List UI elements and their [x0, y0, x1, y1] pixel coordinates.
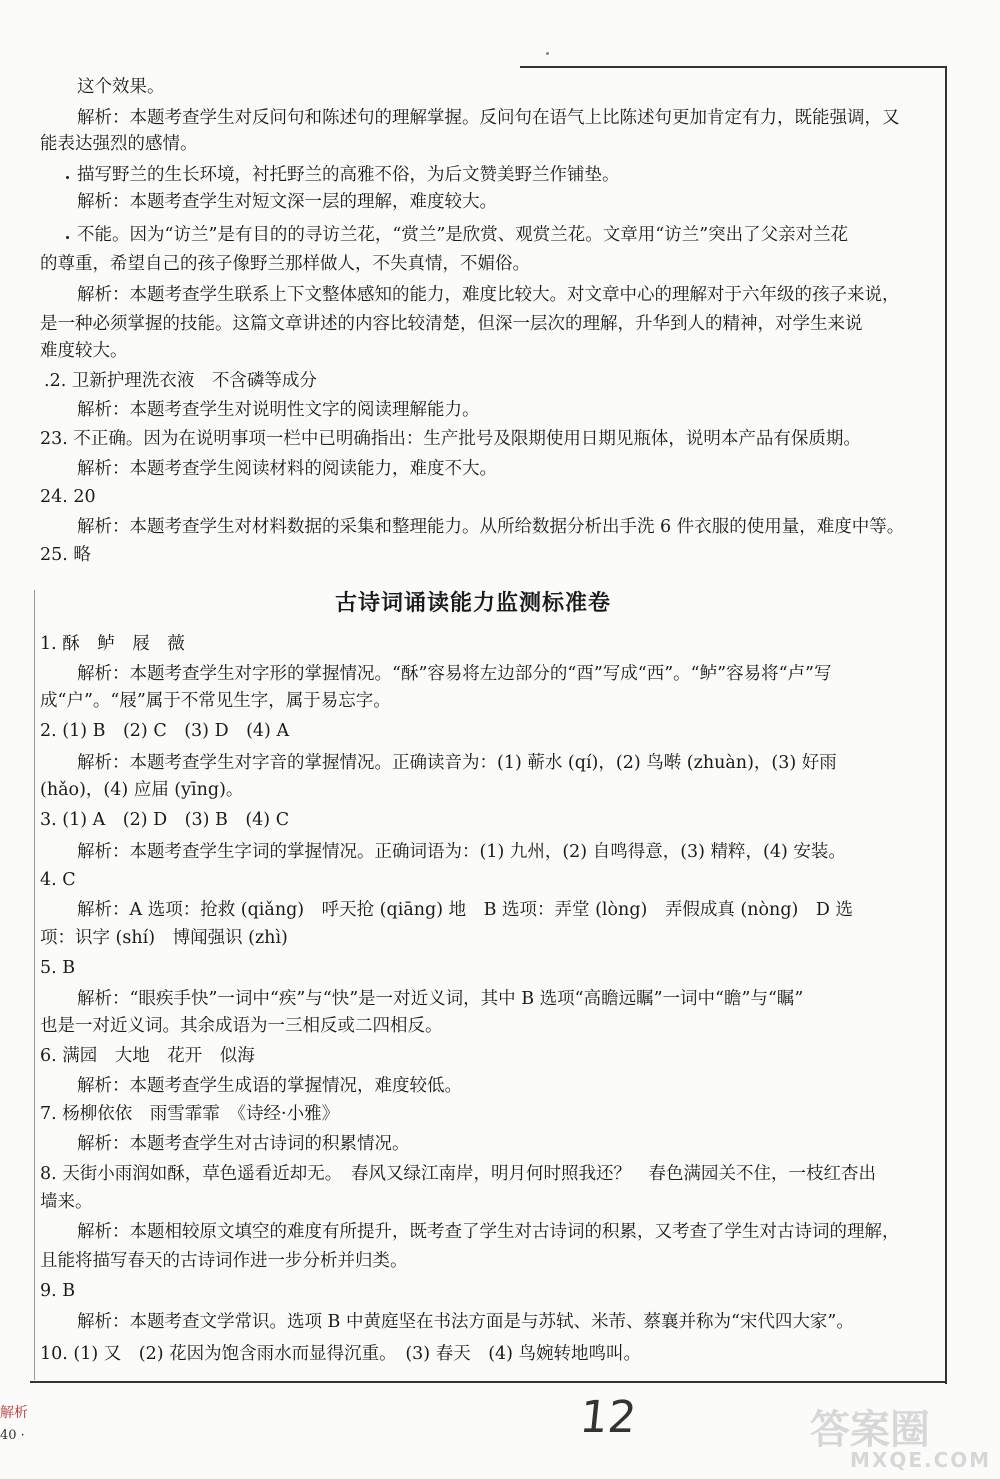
answer-25: 25. 略	[40, 545, 91, 565]
text-line: 解析：本题考查学生对材料数据的采集和整理能力。从所给数据分析出手洗 6 件衣服的使用量，难度中等。	[77, 517, 905, 537]
watermark-url: MXQE.COM	[850, 1448, 992, 1472]
text-line: 描写野兰的生长环境，衬托野兰的高雅不俗，为后文赞美野兰作铺垫。	[77, 165, 620, 185]
text-line: 解析：本题考查学生成语的掌握情况，难度较低。	[77, 1076, 462, 1096]
answer-23: 23. 不正确。因为在说明事项一栏中已明确指出：生产批号及限期使用日期见瓶体，说明本产品有保质期。	[40, 429, 861, 449]
text-line: 这个效果。	[77, 77, 165, 97]
answer-2: 2. (1) B (2) C (3) D (4) A	[40, 721, 290, 741]
text-line: 解析：本题考查学生对反问句和陈述句的理解掌握。反问句在语气上比陈述句更加肯定有力，既能强调，又	[77, 108, 900, 128]
text-line: 解析：本题相较原文填空的难度有所提升，既考查了学生对古诗词的积累，又考查了学生对古诗词的理解，	[77, 1222, 900, 1242]
watermark-logo: 答案圈	[810, 1407, 930, 1453]
text-line: 墙来。	[40, 1192, 93, 1212]
answer-3: 3. (1) A (2) D (3) B (4) C	[40, 810, 290, 830]
text-line: 解析：本题考查学生对字形的掌握情况。“酥”容易将左边部分的“酉”写成“西”。“鲈”容易将“卢”写	[77, 664, 832, 684]
text-line: 不能。因为“访兰”是有目的的寻访兰花，“赏兰”是欣赏、观赏兰花。文章用“访兰”突出了父亲对兰花	[77, 225, 849, 245]
text-line: 成“户”。“屐”属于不常见生字，属于易忘字。	[40, 691, 391, 711]
text-line: 解析：本题考查文学常识。选项 B 中黄庭坚在书法方面是与苏轼、米芾、蔡襄并称为“宋代四大家”。	[77, 1312, 854, 1332]
text-line: 的尊重，希望自己的孩子像野兰那样做人，不失真情，不媚俗。	[40, 254, 530, 274]
text-line: (hǎo)，(4) 应届 (yīng)。	[40, 780, 244, 800]
frame-left-border	[34, 590, 35, 1380]
text-line: 且能将描写春天的古诗词作进一步分析并归类。	[40, 1251, 408, 1271]
text-line: 能表达强烈的感情。	[40, 134, 198, 154]
text-line: 解析：本题考查学生对字音的掌握情况。正确读音为：(1) 蕲水 (qí)，(2) 鸟啭 (zhuàn)，(3) 好雨	[77, 753, 837, 773]
answer-5: 5. B	[40, 958, 76, 978]
text-line: 解析：本题考查学生阅读材料的阅读能力，难度不大。	[77, 459, 497, 479]
frame-bottom-border	[30, 1381, 947, 1383]
answer-8: 8. 天街小雨润如酥，草色遥看近却无。 春风又绿江南岸，明月何时照我还？ 春色满园关不住，一枝红杏出	[40, 1164, 877, 1184]
page-number: 40 ·	[0, 1428, 25, 1443]
answer-9: 9. B	[40, 1281, 76, 1301]
text-line: 解析：本题考查学生对古诗词的积累情况。	[77, 1134, 410, 1154]
answer-1: 1. 酥 鲈 屐 薇	[40, 634, 185, 654]
frame-top-border	[520, 66, 947, 68]
text-line: 解析：本题考查学生对说明性文字的阅读理解能力。	[77, 400, 480, 420]
section-heading: 古诗词诵读能力监测标准卷	[335, 590, 612, 616]
text-line: 解析：本题考查学生联系上下文整体感知的能力，难度比较大。对文章中心的理解对于六年级的孩子来说，	[77, 285, 900, 305]
text-line: 也是一对近义词。其余成语为一三相反或二四相反。	[40, 1016, 443, 1036]
text-line: 项：识字 (shí) 博闻强识 (zhì)	[40, 928, 288, 948]
bullet-dot	[66, 176, 69, 179]
answer-4: 4. C	[40, 870, 76, 890]
answer-24: 24. 20	[40, 487, 96, 507]
corner-label: 解析	[0, 1405, 28, 1421]
answer-7: 7. 杨柳依依 雨雪霏霏 《诗经·小雅》	[40, 1104, 340, 1124]
answer-6: 6. 满园 大地 花开 似海	[40, 1046, 255, 1066]
bullet-dot	[66, 236, 69, 239]
text-line: 是一种必须掌握的技能。这篇文章讲述的内容比较清楚，但深一层次的理解，升华到人的精神，对学生来说	[40, 314, 863, 334]
text-line: 解析：本题考查学生对短文深一层的理解，难度较大。	[77, 192, 497, 212]
text-line: 解析：A 选项：抢救 (qiǎng) 呼天抢 (qiāng) 地 B 选项：弄堂 (lòng) 弄假成真 (nòng) D 选	[77, 900, 853, 920]
frame-right-border	[945, 66, 947, 1384]
scan-speck	[546, 52, 549, 55]
text-line: 难度较大。	[40, 341, 128, 361]
text-line: 解析：本题考查学生字词的掌握情况。正确词语为：(1) 九州，(2) 自鸣得意，(3) 精粹，(4) 安装。	[77, 842, 846, 862]
answer-10: 10. (1) 又 (2) 花因为饱含雨水而显得沉重。 (3) 春天 (4) 鸟婉转地鸣叫。	[40, 1344, 642, 1364]
answer-22: .2. 卫新护理洗衣液 不含磷等成分	[44, 371, 317, 391]
handwritten-page-number: 12	[577, 1392, 639, 1443]
text-line: 解析：“眼疾手快”一词中“疾”与“快”是一对近义词，其中 B 选项“高瞻远瞩”一词中“瞻”与“瞩”	[77, 989, 804, 1009]
